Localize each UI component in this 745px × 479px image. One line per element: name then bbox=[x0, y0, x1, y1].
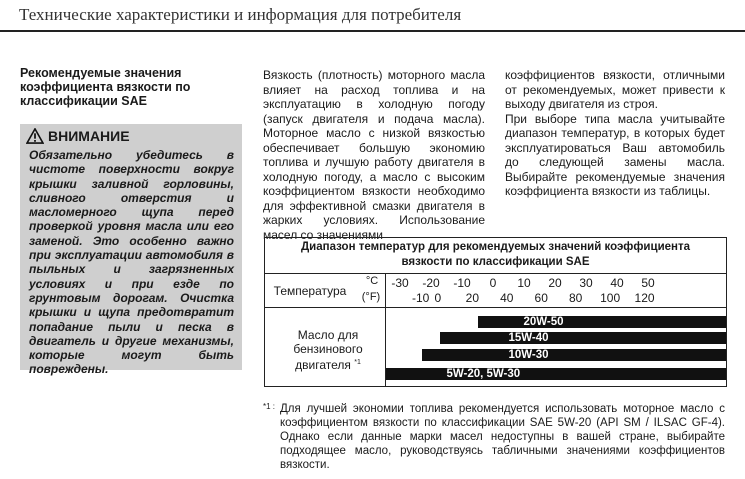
fahrenheit-tick: -10 bbox=[411, 291, 430, 305]
unit-celsius: °C bbox=[365, 275, 379, 287]
viscosity-bar-label: 10W-30 bbox=[508, 349, 549, 361]
viscosity-bar-label: 5W-20, 5W-30 bbox=[446, 368, 521, 380]
fahrenheit-tick: 40 bbox=[500, 291, 514, 305]
celsius-tick: -30 bbox=[391, 276, 409, 290]
table-divider bbox=[265, 273, 726, 274]
oil-label-line-2: бензинового bbox=[293, 342, 363, 356]
page-title: Технические характеристики и информация для потребителя bbox=[19, 5, 462, 24]
table-title-line-1: Диапазон температур для рекомендуемых значений коэффициента bbox=[300, 241, 691, 253]
oil-label bbox=[283, 328, 373, 372]
middle-column-text bbox=[263, 68, 485, 242]
section-title: Рекомендуемые значения коэффициента вязкости по классификации SAE bbox=[20, 66, 191, 108]
celsius-tick: 40 bbox=[610, 276, 624, 290]
warning-heading bbox=[26, 128, 130, 144]
page-header bbox=[0, 0, 745, 32]
footnote-mark: *1 bbox=[354, 359, 361, 366]
warning-text: Обязательно убедитесь в чистоте поверхности вокруг крышки заливной горловины, сливного отверстия и масломерного щупа перед проверкой уровня масла или его заменой. Это особенно важно при эксплуатации автомобиля в пыльных и загрязненных условиях и при езде по грунтовым дорогам. Очистка крышки и щупа предотвратит попадание пыли и песка в двигатель и другие механизмы, которые могут быть повреждены. bbox=[29, 148, 234, 377]
right-paragraph-1: коэффициентов вязкости, отличными от рекомендуемых, может привести к выходу двигателя из строя. bbox=[505, 68, 725, 111]
celsius-tick: -20 bbox=[422, 276, 440, 290]
viscosity-bar-label: 15W-40 bbox=[508, 332, 549, 344]
warning-triangle-icon bbox=[26, 128, 44, 144]
oil-label-line-3: двигателя $^{*1}$ bbox=[295, 358, 361, 372]
viscosity-bar bbox=[422, 349, 726, 361]
unit-fahrenheit: (°F) bbox=[361, 291, 381, 303]
fahrenheit-tick: 60 bbox=[534, 291, 548, 305]
viscosity-bar bbox=[440, 332, 726, 344]
celsius-tick: 20 bbox=[548, 276, 562, 290]
celsius-tick: 0 bbox=[489, 276, 497, 290]
footnote bbox=[263, 402, 725, 472]
table-title bbox=[265, 238, 726, 272]
footnote-text: Для лучшей экономии топлива рекомендуется использовать моторное масло с коэффициентом вязкости по классификации SAE 5W-20 (API SM / ILSAC GF-4). Однако если данные марки масел недоступны в вашей стране, выбирайте подходящее масло, руководствуясь табличными значениями коэффициентов вязкости. bbox=[280, 403, 725, 471]
fahrenheit-tick: 100 bbox=[600, 291, 621, 305]
right-column-text bbox=[505, 68, 725, 199]
viscosity-bar-label: 20W-50 bbox=[523, 316, 564, 328]
warning-heading-text: ВНИМАНИЕ bbox=[48, 128, 130, 144]
right-paragraph-2: При выборе типа масла учитывайте диапазон температур, в которых будет эксплуатироваться Ваш автомобиль до следующей замены масла. Выбирайте рекомендуемые значения коэффициента вязкости из таблицы. bbox=[505, 111, 725, 198]
viscosity-table bbox=[264, 237, 727, 387]
fahrenheit-tick: 120 bbox=[634, 291, 655, 305]
oil-label-line-1: Масло для bbox=[297, 328, 359, 342]
celsius-tick: 30 bbox=[579, 276, 593, 290]
table-title-line-2: вязкости по классификации SAE bbox=[401, 256, 590, 268]
viscosity-bar bbox=[386, 368, 726, 380]
celsius-tick: 10 bbox=[517, 276, 531, 290]
table-row-divider bbox=[265, 307, 726, 308]
viscosity-bar bbox=[478, 316, 727, 328]
fahrenheit-tick: 0 bbox=[434, 291, 442, 305]
fahrenheit-tick: 20 bbox=[465, 291, 479, 305]
warning-box bbox=[20, 124, 242, 377]
footnote-marker: *1 : bbox=[263, 402, 276, 411]
celsius-tick: 50 bbox=[641, 276, 655, 290]
temperature-label: Температура bbox=[273, 284, 347, 298]
celsius-tick: -10 bbox=[453, 276, 471, 290]
middle-paragraph: Вязкость (плотность) моторного масла влияет на расход топлива и на эксплуатацию в холодную погоду (запуск двигателя и подача масла). Моторное масло с низкой вязкостью обеспечивает большую экономию топлива и лучшую работу двигателя в холодную погоду, а масло с высоким коэффициентом вязкости необходимо для эффективной смазки двигателя в жарких условиях. Использование масел со значениями bbox=[263, 68, 485, 242]
fahrenheit-tick: 80 bbox=[568, 291, 583, 305]
